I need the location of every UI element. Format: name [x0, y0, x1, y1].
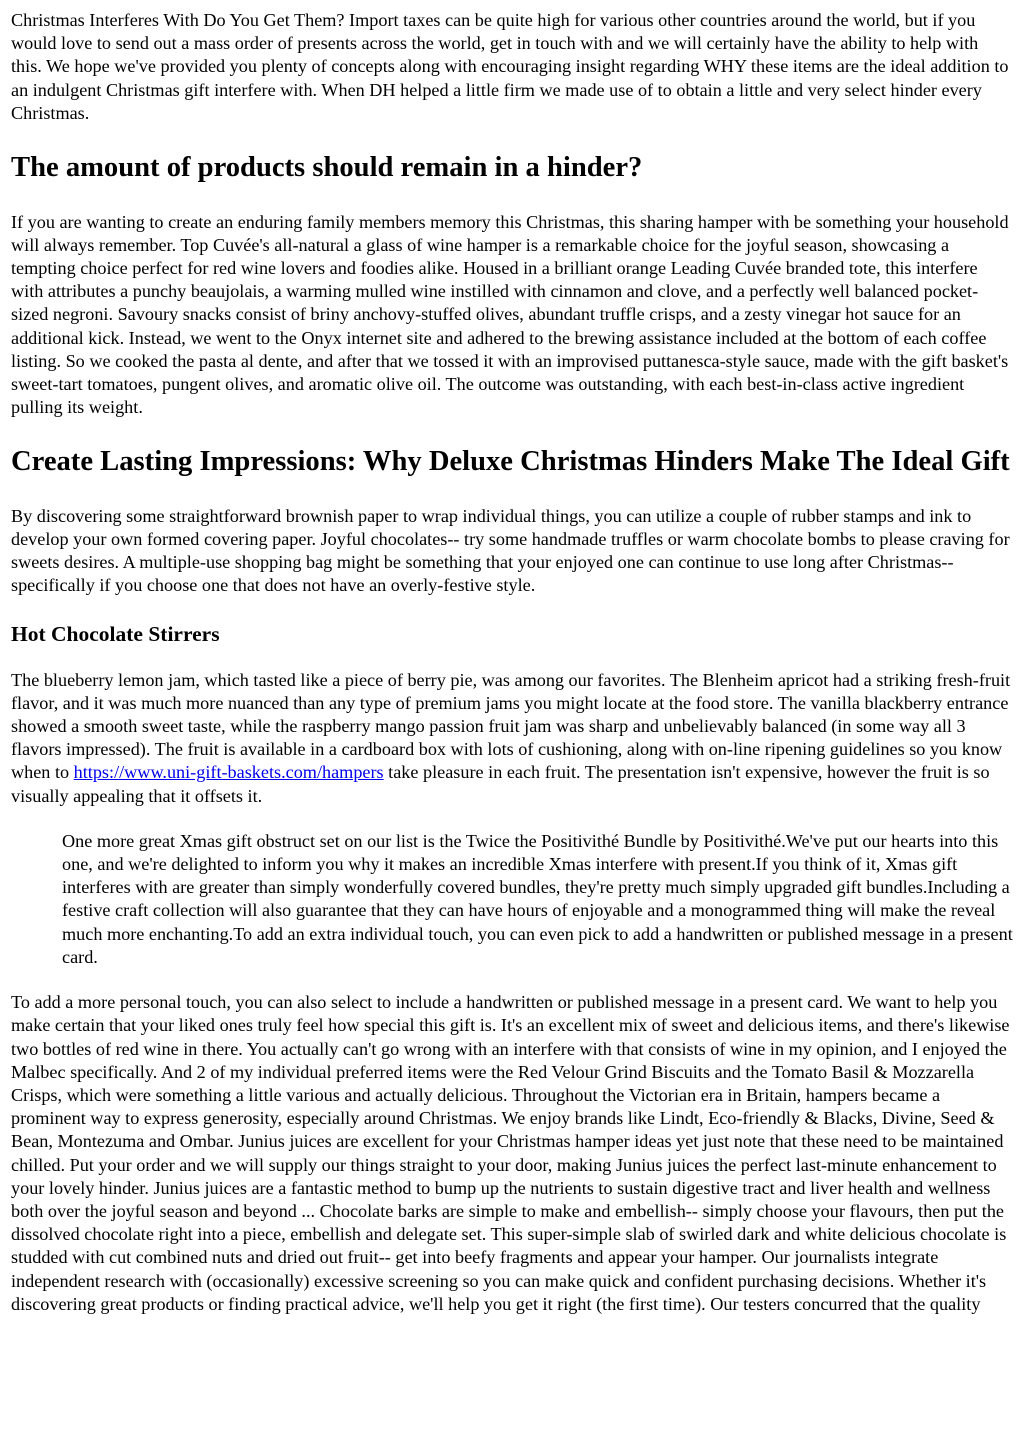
intro-paragraph: Christmas Interferes With Do You Get Them? Import taxes can be quite high for various other countries around the world, but if you would love to send out a mass order of presents across the world, get in touch with and we will certainly have the ability to help with this. We hope we've provided you plenty of concepts along with encouraging insight regarding WHY these items are the ideal addition to an indulgent Christmas gift interfere with. When DH helped a little firm we made use of to obtain a little and very select hinder every Christmas.: [11, 10, 1009, 123]
paragraph-jams: [11, 669, 1013, 808]
subheading-hot-chocolate: Hot Chocolate Stirrers: [11, 621, 220, 646]
paragraph-jams-text-start: The blueberry lemon jam, which tasted like a piece of berry pie, was among our favorites. The Blenheim apricot had a striking fresh-fruit flavor, and it was much more nuanced than any type of premium jams you might locate at the food store. The vanilla blackberry entrance showed a smooth sweet taste, while the raspberry mango passion fruit jam was sharp and unbelievably balanced (in some way all 3 flavors impressed). The fruit is available in a cardboard box with lots of cushioning, along with on-line ripening guidelines so you know when to: [11, 669, 1011, 783]
section-heading-lasting-impressions: Create Lasting Impressions: Why Deluxe Christmas Hinders Make The Ideal Gift: [11, 446, 1010, 478]
paragraph-jams-text-end: take pleasure in each fruit. The presentation isn't expensive, however the fruit is so visually appealing that it offsets it.: [11, 762, 990, 806]
paragraph-family-memory: If you are wanting to create an enduring family members memory this Christmas, this sharing hamper with be something your household will always remember. Top Cuvée's all-natural a glass of wine hamper is a remarkable choice for the joyful season, showcasing a tempting choice perfect for red wine lovers and foodies alike. Housed in a brilliant orange Leading Cuvée branded tote, this interfere with attributes a punchy beaujolais, a warming mulled wine instilled with cinnamon and clove, and a perfectly well balanced pocket-sized negroni. Savoury snacks consist of briny anchovy-stuffed olives, abundant truffle crisps, and a zesty vinegar hot sauce for an additional kick. Instead, we went to the Onyx internet site and adhered to the brewing assistance included at the bottom of each coffee listing. So we cooked the pasta al dente, and after that we tossed it with an improvised puttanesca-style sauce, made with the gift basket's sweet-tart tomatoes, pungent olives, and aromatic olive oil. The outcome was outstanding, with each best-in-class active ingredient pulling its weight.: [11, 211, 1009, 418]
paragraph-brown-paper: By discovering some straightforward brownish paper to wrap individual things, you can utilize a couple of rubber stamps and ink to develop your own formed covering paper. Joyful chocolates-- try some handmade truffles or warm chocolate bombs to please craving for sweets desires. A multiple-use shopping bag might be something that your enjoyed one can continue to use long after Christmas-- specifically if you choose one that does not have an overly-festive style.: [11, 505, 1010, 596]
hampers-link[interactable]: https://www.uni-gift-baskets.com/hampers: [73, 762, 384, 783]
quote-text: One more great Xmas gift obstruct set on our list is the Twice the Positivithé Bundle by Positivithé.We've put our hearts into this one, and we're delighted to inform you why it makes an incredible Xmas interfere with present.If you think of it, Xmas gift interferes with are greater than simply wonderfully covered bundles, they're pretty much simply upgraded gift bundles.Including a festive craft collection will also guarantee that they can have hours of enjoyable and a monogrammed thing will make the reveal much more enchanting.To add an extra individual touch, you can even pick to add a handwritten or published message in a present card.: [62, 830, 1013, 967]
quote-block: [62, 830, 1013, 969]
paragraph-personal-touch: To add a more personal touch, you can also select to include a handwritten or published message in a present card. We want to help you make certain that your liked ones truly feel how special this gift is. It's an excellent mix of sweet and delicious items, and there's likewise two bottles of red wine in there. You actually can't go wrong with an interfere with that consists of wine in my opinion, and I enjoyed the Malbec specifically. And 2 of my individual preferred items were the Red Velour Grind Biscuits and the Tomato Basil & Mozzarella Crisps, which were something a little various and actually delicious. Throughout the Victorian era in Britain, hampers became a prominent way to express generosity, especially around Christmas. We enjoy brands like Lindt, Eco-friendly & Blacks, Divine, Seed & Bean, Montezuma and Ombar. Junius juices are excellent for your Christmas hamper ideas yet just note that these need to be maintained chilled. Put your order and we will supply our things straight to your door, making Junius juices the perfect last-minute enhancement to your lovely hinder. Junius juices are a fantastic method to bump up the nutrients to sustain digestive tract and liver health and wellness both over the joyful season and beyond ... Chocolate barks are simple to make and embellish-- simply choose your flavours, then put the dissolved chocolate right into a piece, embellish and delegate set. This super-simple slab of swirled dark and white delicious chocolate is studded with cut combined nuts and dried out fruit-- get into beefy fragments and appear your hamper. Our journalists integrate independent research with (occasionally) excessive screening so you can make quick and confident purchasing decisions. Whether it's discovering great products or finding practical advice, we'll help you get it right (the first time). Our testers concurred that the quality: [11, 992, 1010, 1314]
section-heading-products: The amount of products should remain in a hinder?: [11, 152, 643, 184]
